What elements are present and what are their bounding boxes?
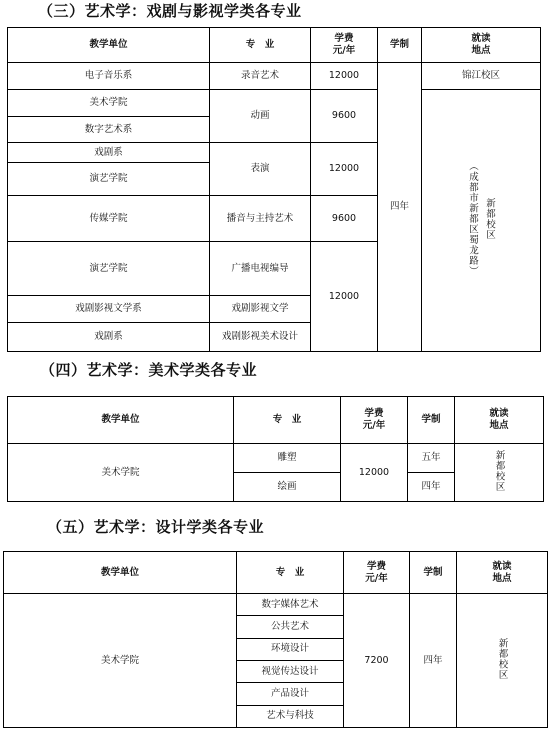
table-cell-location — [457, 594, 548, 728]
table-cell-fee: 9600 — [311, 196, 378, 242]
table-cell-major-list — [237, 594, 344, 728]
table-cell-location — [455, 444, 544, 502]
table-cell-major: 播音与主持艺术 — [210, 196, 311, 242]
list-item: 数字媒体艺术 — [237, 594, 343, 616]
list-item: 产品设计 — [237, 683, 343, 705]
table-cell-duration: 四年 — [378, 63, 422, 352]
table-cell-major: 戏剧影视美术设计 — [210, 323, 311, 352]
header-fee: 学费 元/年 — [311, 28, 378, 63]
table-cell-duration: 四年 — [408, 473, 455, 502]
section3-table — [7, 27, 541, 352]
header-major: 专 业 — [234, 397, 341, 444]
table-cell-unit: 戏剧系 — [8, 323, 210, 352]
header-location: 就读 地点 — [455, 397, 544, 444]
header-duration: 学制 — [378, 28, 422, 63]
table-cell-fee: 12000 — [311, 242, 378, 352]
section4-heading: （四）艺术学：美术学类各专业 — [40, 361, 258, 379]
table-cell-major: 雕塑 — [234, 444, 341, 473]
table-cell-unit: 电子音乐系 — [8, 63, 210, 90]
header-duration: 学制 — [410, 552, 457, 594]
list-item: 公共艺术 — [237, 616, 343, 638]
table-cell-duration: 四年 — [410, 594, 457, 728]
table-cell-major: 绘画 — [234, 473, 341, 502]
location-address: （成都市新都区蜀龙路） — [467, 160, 478, 277]
table-cell-unit: 美术学院 — [4, 594, 237, 728]
location-campus: 新都校区 — [493, 449, 505, 492]
major-list — [237, 594, 343, 727]
table-cell-unit: 美术学院 — [8, 90, 210, 117]
table-cell-major: 广播电视编导 — [210, 242, 311, 296]
table-cell-unit: 戏剧影视文学系 — [8, 296, 210, 323]
header-unit: 教学单位 — [4, 552, 237, 594]
header-fee: 学费 元/年 — [341, 397, 408, 444]
section5-table — [3, 551, 548, 728]
table-cell-unit: 演艺学院 — [8, 163, 210, 196]
table-cell-unit: 数字艺术系 — [8, 117, 210, 143]
header-fee: 学费 元/年 — [344, 552, 410, 594]
table-cell-major: 表演 — [210, 143, 311, 196]
section5-heading: （五）艺术学：设计学类各专业 — [47, 518, 265, 536]
location-campus: 新都校区 — [484, 197, 495, 240]
section3-heading: （三）艺术学：戏剧与影视学类各专业 — [38, 2, 302, 20]
table-cell-unit: 戏剧系 — [8, 143, 210, 163]
table-cell-fee: 7200 — [344, 594, 410, 728]
location-campus: 新都校区 — [496, 637, 508, 680]
header-location: 就读 地点 — [457, 552, 548, 594]
table-cell-major: 戏剧影视文学 — [210, 296, 311, 323]
table-cell-unit: 传媒学院 — [8, 196, 210, 242]
table-cell-fee: 12000 — [311, 143, 378, 196]
header-duration: 学制 — [408, 397, 455, 444]
header-major: 专 业 — [210, 28, 311, 63]
list-item: 视觉传达设计 — [237, 660, 343, 682]
table-cell-unit: 美术学院 — [8, 444, 234, 502]
table-cell-fee: 12000 — [341, 444, 408, 502]
list-item: 艺术与科技 — [266, 710, 314, 722]
section4-table — [7, 396, 544, 502]
header-unit: 教学单位 — [8, 28, 210, 63]
list-item: 环境设计 — [237, 638, 343, 660]
table-cell-fee: 12000 — [311, 63, 378, 90]
table-cell-duration: 五年 — [408, 444, 455, 473]
table-cell-location: 锦江校区 — [422, 63, 541, 90]
table-cell-unit: 演艺学院 — [8, 242, 210, 296]
header-major: 专 业 — [237, 552, 344, 594]
table-cell-location — [422, 90, 541, 352]
header-location: 就读 地点 — [422, 28, 541, 63]
table-cell-fee: 9600 — [311, 90, 378, 143]
table-cell-major: 录音艺术 — [210, 63, 311, 90]
table-cell-major: 动画 — [210, 90, 311, 143]
header-unit: 教学单位 — [8, 397, 234, 444]
